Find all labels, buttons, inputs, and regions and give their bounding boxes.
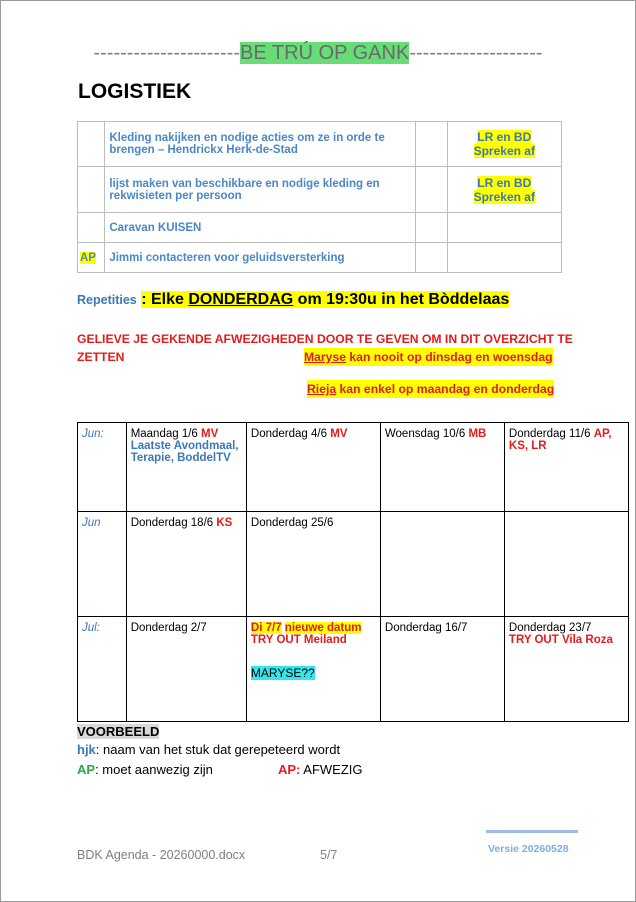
logistics-owner: [447, 213, 561, 243]
legend-title: VOORBEELD: [77, 724, 160, 739]
calendar-cell: Donderdag 4/6 MV: [246, 423, 380, 512]
calendar-cell: Maandag 1/6 MV Laatste Avondmaal, Terapie, BoddelTV: [126, 423, 246, 512]
calendar-cell: Donderdag 16/7: [380, 617, 504, 722]
rehearsal-schedule: : Elke DONDERDAG om 19:30u in het Bòddelaas: [141, 291, 510, 308]
maryse-question: MARYSE??: [250, 666, 315, 680]
calendar-cell: Donderdag 2/7: [126, 617, 246, 722]
logistics-row: [78, 122, 562, 167]
calendar-cell: Donderdag 25/6: [246, 512, 380, 617]
notice-line-1: GELIEVE JE GEKENDE AFWEZIGHEDEN DOOR TE GEVEN OM IN DIT OVERZICHT TE: [77, 332, 573, 346]
logistics-who: [78, 213, 105, 243]
rehearsal-calendar: [77, 422, 629, 722]
logistics-row: [78, 243, 562, 273]
logistics-task: lijst maken van beschikbare en nodige kleding en rekwisieten per persoon: [105, 167, 416, 213]
logistics-who: [78, 122, 105, 167]
calendar-cell: Donderdag 23/7 TRY OUT Vila Roza: [504, 617, 628, 722]
title-dashes-left: ----------------------: [93, 42, 240, 64]
logistics-task: Kleding nakijken en nodige acties om ze in orde te brengen – Hendrickx Herk-de-Stad: [105, 122, 416, 167]
title-text: BE TRÚ OP GANK: [240, 42, 410, 64]
calendar-cell: Woensdag 10/6 MB: [380, 423, 504, 512]
logistics-owner: [447, 243, 561, 273]
calendar-cell: [504, 512, 628, 617]
footer-page-number: 5/7: [320, 848, 338, 862]
footer-version: Versie 20260528: [488, 843, 569, 855]
calendar-month: Jul:: [78, 617, 127, 722]
calendar-row: [78, 423, 629, 512]
legend-ap: AP: moet aanwezig zijn: [77, 762, 213, 777]
calendar-month: Jun:: [78, 423, 127, 512]
logistics-who: [78, 167, 105, 213]
logistics-empty: [416, 122, 447, 167]
logistics-empty: [416, 167, 447, 213]
title-dashes-right: --------------------: [409, 42, 543, 64]
rehearsal-label: Repetities: [77, 293, 137, 307]
calendar-row: [78, 512, 629, 617]
logistics-owner: LR en BD Spreken af: [447, 122, 561, 167]
logistics-who: AP: [78, 243, 105, 273]
calendar-cell: Donderdag 11/6 AP, KS, LR: [504, 423, 628, 512]
rieja-note: Rieja kan enkel op maandag en donderdag: [307, 382, 555, 396]
logistics-empty: [416, 213, 447, 243]
section-heading: LOGISTIEK: [78, 80, 192, 103]
logistics-table: [77, 121, 562, 273]
calendar-cell: [380, 512, 504, 617]
calendar-cell: Di 7/7 nieuwe datum TRY OUT Meiland MARYSE??: [246, 617, 380, 722]
logistics-row: [78, 213, 562, 243]
notice-line-2: ZETTEN: [77, 350, 125, 364]
legend-hjk: hjk: naam van het stuk dat gerepeteerd wordt: [77, 742, 341, 757]
maryse-note: Maryse kan nooit op dinsdag en woensdag: [304, 350, 553, 364]
logistics-row: [78, 167, 562, 213]
footer-filename: BDK Agenda - 20260000.docx: [77, 848, 246, 862]
calendar-row: [78, 617, 629, 722]
rehearsal-line: [77, 291, 509, 309]
calendar-month: Jun: [78, 512, 127, 617]
document-title: [0, 42, 636, 65]
logistics-task: Jimmi contacteren voor geluidsversterking: [105, 243, 416, 273]
calendar-cell: Donderdag 18/6 KS: [126, 512, 246, 617]
logistics-empty: [416, 243, 447, 273]
legend-ap-absent: AP: AFWEZIG: [278, 762, 363, 777]
logistics-task: Caravan KUISEN: [105, 213, 416, 243]
version-rule: [486, 830, 578, 833]
logistics-owner: LR en BD Spreken af: [447, 167, 561, 213]
